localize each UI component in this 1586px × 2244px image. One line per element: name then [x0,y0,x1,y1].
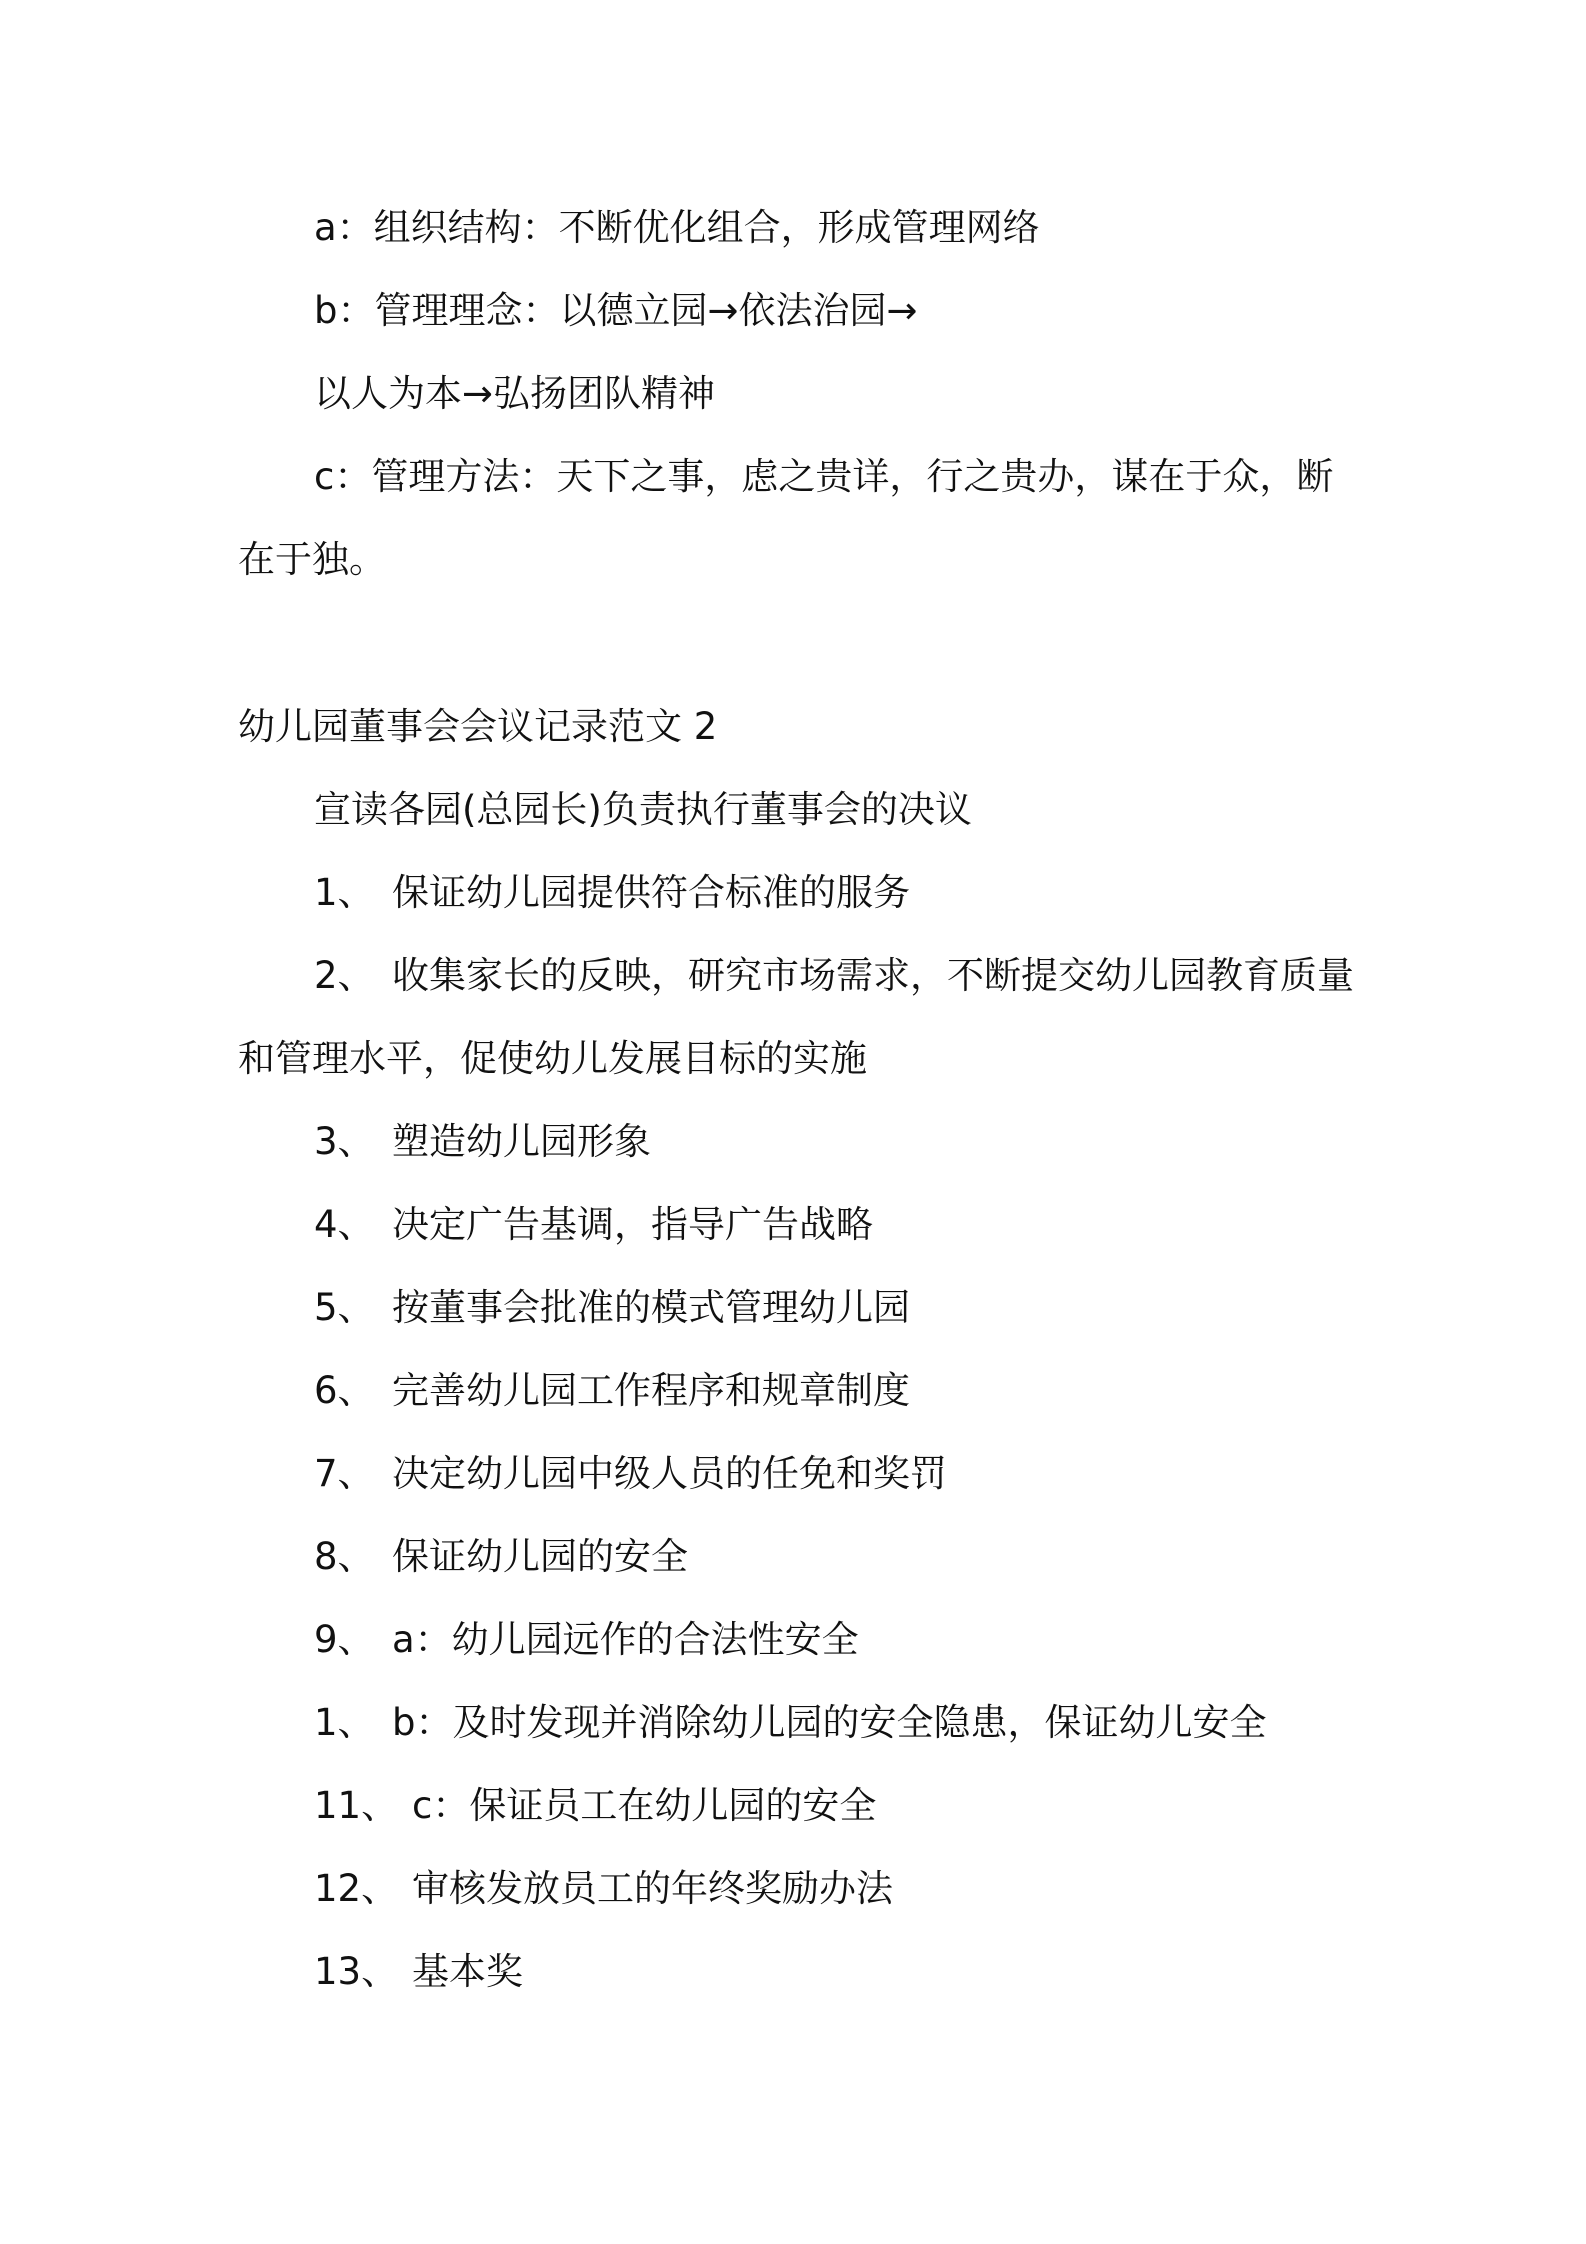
intro-line: 宣读各园(总园长)负责执行董事会的决议 [314,788,972,831]
list-item [314,1946,523,1998]
list-item [314,1116,651,1168]
list-text: 按董事会批准的模式管理幼儿园 [392,1286,910,1329]
list-text: 基本奖 [412,1950,523,1993]
list-item [314,1697,1267,1749]
management-concept-continued: 以人为本→弘扬团队精神 [314,372,716,415]
section-title: 幼儿园董事会会议记录范文 2 [238,705,718,748]
list-item [314,1282,910,1334]
list-item [314,1863,893,1915]
org-structure-line: a：组织结构：不断优化组合，形成管理网络 [314,206,1040,249]
list-text: 决定广告基调，指导广告战略 [392,1203,873,1246]
list-number: 8、 [314,1535,375,1578]
list-number: 5、 [314,1286,375,1329]
list-text: a：幼儿园远作的合法性安全 [392,1618,859,1661]
management-method-continued: 在于独。 [238,538,386,581]
list-item [314,1365,910,1417]
list-text: 决定幼儿园中级人员的任免和奖罚 [392,1452,947,1495]
list-number: 4、 [314,1203,375,1246]
list-item [314,1780,876,1832]
list-number: 7、 [314,1452,375,1495]
list-number: 1、 [314,1701,375,1744]
list-item [314,1614,859,1666]
list-text: 收集家长的反映，研究市场需求，不断提交幼儿园教育质量 [392,954,1354,997]
management-method-line: c：管理方法：天下之事，虑之贵详，行之贵办，谋在于众，断 [314,455,1334,498]
list-item [314,1448,947,1500]
list-text: 塑造幼儿园形象 [392,1120,651,1163]
list-number: 1、 [314,871,375,914]
management-concept-line: b：管理理念：以德立园→依法治园→ [314,289,918,332]
list-item [314,950,1354,1002]
list-number: 11、 [314,1784,399,1827]
list-number: 6、 [314,1369,375,1412]
list-item [314,867,910,919]
list-text: 审核发放员工的年终奖励办法 [412,1867,893,1910]
list-number: 12、 [314,1867,399,1910]
list-text: 和管理水平，促使幼儿发展目标的实施 [238,1037,867,1080]
list-item [314,1199,873,1251]
list-text: 完善幼儿园工作程序和规章制度 [392,1369,910,1412]
list-text: b：及时发现并消除幼儿园的安全隐患，保证幼儿安全 [392,1701,1267,1744]
list-text: 保证幼儿园的安全 [392,1535,688,1578]
list-number: 2、 [314,954,375,997]
list-item-continued [238,1033,867,1085]
list-text: 保证幼儿园提供符合标准的服务 [392,871,910,914]
list-number: 13、 [314,1950,399,1993]
list-number: 3、 [314,1120,375,1163]
list-text: c：保证员工在幼儿园的安全 [412,1784,877,1827]
list-item [314,1531,688,1583]
list-number: 9、 [314,1618,375,1661]
